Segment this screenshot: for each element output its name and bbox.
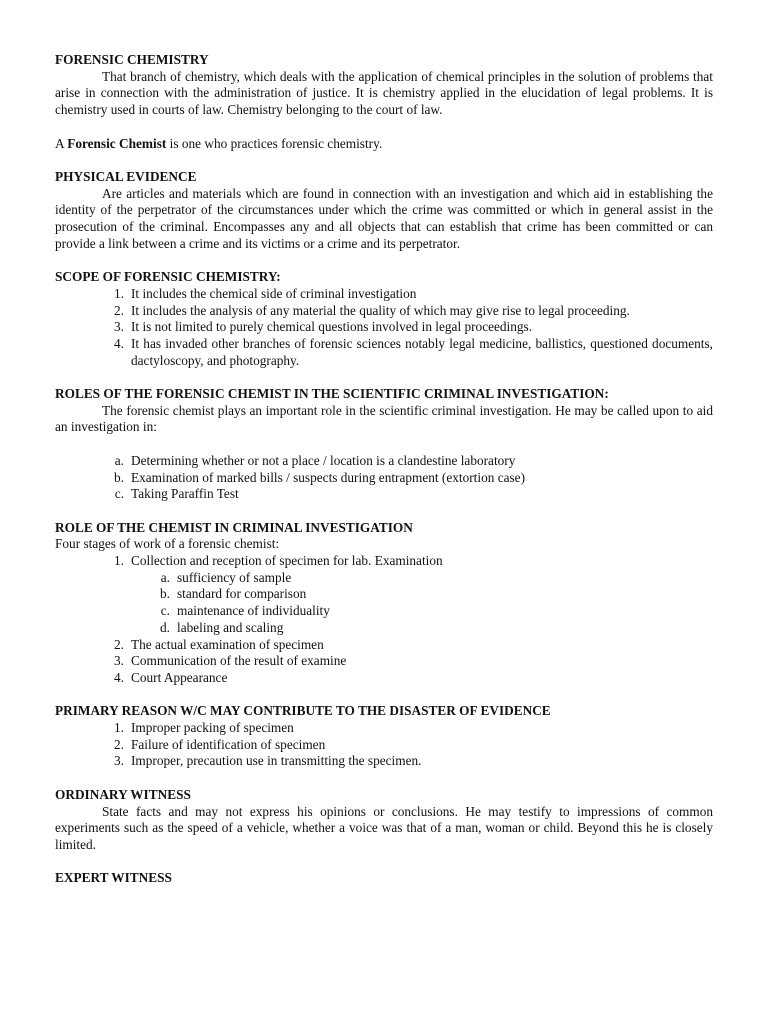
sub-list-item xyxy=(148,603,713,620)
stages-list xyxy=(55,553,713,687)
list-item xyxy=(102,303,713,320)
list-number: 3. xyxy=(114,753,124,769)
list-item xyxy=(102,319,713,336)
list-text: Communication of the result of examine xyxy=(131,653,347,669)
list-number: 1. xyxy=(114,553,124,568)
heading-roles: ROLES OF THE FORENSIC CHEMIST IN THE SCIENTIFIC CRIMINAL INVESTIGATION: xyxy=(55,386,609,401)
scope-list xyxy=(55,286,713,370)
sub-list-item xyxy=(148,620,713,637)
list-number: 2. xyxy=(114,302,124,318)
list-text: labeling and scaling xyxy=(177,619,284,635)
list-text: Examination of marked bills / suspects during entrapment (extortion case) xyxy=(131,469,525,485)
list-text: Improper packing of specimen xyxy=(131,720,294,736)
heading-role-of-chemist: ROLE OF THE CHEMIST IN CRIMINAL INVESTIGATION xyxy=(55,519,413,535)
list-text: maintenance of individuality xyxy=(177,603,330,619)
list-item xyxy=(102,637,713,654)
list-item xyxy=(102,553,713,570)
list-text: Determining whether or not a place / location is a clandestine laboratory xyxy=(131,452,516,468)
list-item xyxy=(102,753,713,770)
document-content xyxy=(55,52,713,887)
list-text: Court Appearance xyxy=(131,669,228,685)
heading-ordinary-witness: ORDINARY WITNESS xyxy=(55,786,191,802)
paragraph-ordinary-witness: State facts and may not express his opinions or conclusions. He may testify to impressions of common experiments such as the speed of a vehicle, whether a voice was that of a man, woman or child. Beyond this he is closely limited. xyxy=(55,803,713,852)
forensic-chemist-suffix: is one who practices forensic chemistry. xyxy=(166,135,383,151)
list-text: Improper, precaution use in transmitting the specimen. xyxy=(131,753,422,769)
primary-reason-list xyxy=(55,720,713,770)
list-letter: a. xyxy=(160,569,170,585)
paragraph-forensic-chemist xyxy=(55,136,713,153)
heading-physical-evidence: PHYSICAL EVIDENCE xyxy=(55,168,197,184)
paragraph-physical-evidence: Are articles and materials which are found in connection with an investigation and which aid in establishing the identity of the perpetrator of the circumstances under which the crime was committed or which in general assist in the prosecution of the criminal. Encompasses any and all objects that can establish that crime has been committed or can provide a link between a crime and its victims or a crime and its perpetrator. xyxy=(55,185,713,251)
roles-list xyxy=(55,453,713,503)
list-item xyxy=(102,486,713,503)
list-letter: c. xyxy=(160,603,170,619)
list-text: sufficiency of sample xyxy=(177,569,292,585)
list-letter: b. xyxy=(114,469,124,485)
list-text: It is not limited to purely chemical questions involved in legal proceedings. xyxy=(131,319,533,335)
list-text: The actual examination of specimen xyxy=(131,636,324,652)
paragraph-roles: The forensic chemist plays an important role in the scientific criminal investigation. He may be called upon to aid an investigation in: xyxy=(55,402,713,435)
list-item xyxy=(102,653,713,670)
sub-list-item xyxy=(148,586,713,603)
list-letter: a. xyxy=(114,452,124,468)
list-number: 4. xyxy=(114,335,124,351)
sub-list-item xyxy=(148,570,713,587)
list-item xyxy=(102,720,713,737)
list-number: 1. xyxy=(114,285,124,301)
list-text: Taking Paraffin Test xyxy=(131,486,239,502)
list-number: 2. xyxy=(114,736,124,752)
list-number: 3. xyxy=(114,653,124,669)
list-number: 3. xyxy=(114,319,124,335)
forensic-chemist-term: Forensic Chemist xyxy=(67,135,167,151)
list-text: It includes the chemical side of criminal investigation xyxy=(131,285,417,301)
list-text: Failure of identification of specimen xyxy=(131,736,326,752)
list-item xyxy=(102,336,713,369)
list-item xyxy=(102,470,713,487)
list-text: Collection and reception of specimen for lab. Examination xyxy=(131,553,443,568)
heading-primary-reason: PRIMARY REASON W/C MAY CONTRIBUTE TO THE DISASTER OF EVIDENCE xyxy=(55,703,551,719)
list-letter: b. xyxy=(160,586,170,602)
list-item xyxy=(102,453,713,470)
list-number: 1. xyxy=(114,720,124,736)
heading-expert-witness: EXPERT WITNESS xyxy=(55,870,172,886)
heading-forensic-chemistry: FORENSIC CHEMISTRY xyxy=(55,52,209,67)
list-letter: c. xyxy=(114,486,124,502)
list-item xyxy=(102,737,713,754)
list-item xyxy=(102,286,713,303)
paragraph-forensic-chemistry-definition: That branch of chemistry, which deals with the application of chemical principles in the solution of problems that arise in connection with the administration of justice. It is chemistry applied in the elucidation of legal problems. It is chemistry used in courts of law. Chemistry belonging to the court of law. xyxy=(55,68,713,118)
paragraph-four-stages: Four stages of work of a forensic chemist: xyxy=(55,536,280,552)
list-text: It includes the analysis of any material the quality of which may give rise to legal proceeding. xyxy=(131,302,630,318)
list-text: It has invaded other branches of forensic sciences notably legal medicine, ballistics, questioned documents, dactyloscopy, and photography. xyxy=(131,335,713,368)
list-number: 2. xyxy=(114,636,124,652)
list-text: standard for comparison xyxy=(177,586,307,602)
forensic-chemist-prefix: A xyxy=(55,135,68,151)
heading-scope: SCOPE OF FORENSIC CHEMISTRY: xyxy=(55,269,281,285)
list-letter: d. xyxy=(160,619,170,635)
list-number: 4. xyxy=(114,669,124,685)
list-item xyxy=(102,670,713,687)
